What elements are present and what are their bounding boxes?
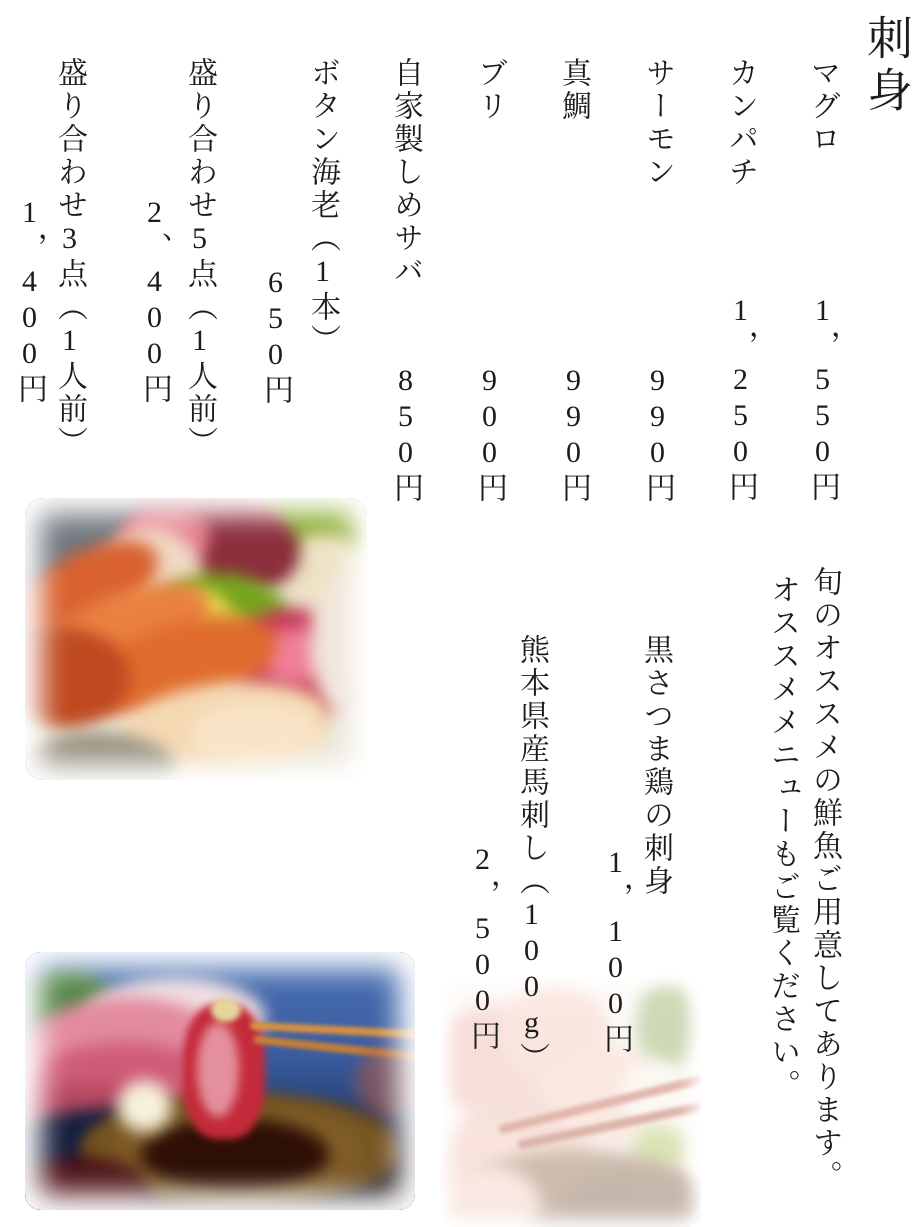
menu-item-price: 1，400円	[13, 196, 46, 406]
note-line-1: 旬のオススメの鮮魚ご用意してあります。	[808, 566, 841, 1193]
chopstick-shape	[250, 1022, 415, 1039]
menu-item-name: カンパチ	[724, 57, 757, 189]
menu-item-name: ブリ	[473, 57, 506, 123]
menu-item-price: 1，250円	[724, 294, 757, 504]
page-title: 刺身	[861, 14, 912, 118]
special-item-price: 2，500円	[466, 843, 499, 1053]
menu-item-name: 盛り合わせ5点（1人前）	[183, 57, 216, 459]
garnish-leaf-shape	[636, 980, 696, 1070]
menu-item-price: 2、400円	[138, 196, 171, 406]
menu-item-price: 850円	[389, 364, 422, 505]
menu-item-price: 900円	[473, 364, 506, 505]
butter-garnish-shape	[117, 1080, 172, 1132]
menu-item-price: 1，550円	[806, 294, 839, 504]
special-item-name: 熊本県産馬刺し（100g）	[515, 634, 548, 1075]
note-line-2: オススメメニューもご覧ください。	[766, 574, 799, 1102]
menu-item-name: マグロ	[806, 57, 839, 156]
horse-sashimi-photo	[25, 952, 415, 1210]
menu-item-name: ボタン海老（1本）	[306, 57, 339, 357]
menu-item-name: サーモン	[641, 57, 674, 189]
special-item-price: 1，100円	[599, 846, 632, 1056]
sashimi-platter-photo	[25, 498, 367, 780]
menu-item-name: 自家製しめサバ	[389, 57, 422, 288]
menu-item-name: 盛り合わせ3点（1人前）	[53, 57, 86, 459]
special-item-name: 黒さつま鶏の刺身	[639, 634, 672, 898]
menu-item-price: 650円	[259, 266, 292, 407]
menu-item-price: 990円	[641, 364, 674, 505]
white-fish-shape	[310, 573, 367, 713]
menu-item-price: 990円	[557, 364, 590, 505]
menu-item-name: 真鯛	[557, 57, 590, 123]
